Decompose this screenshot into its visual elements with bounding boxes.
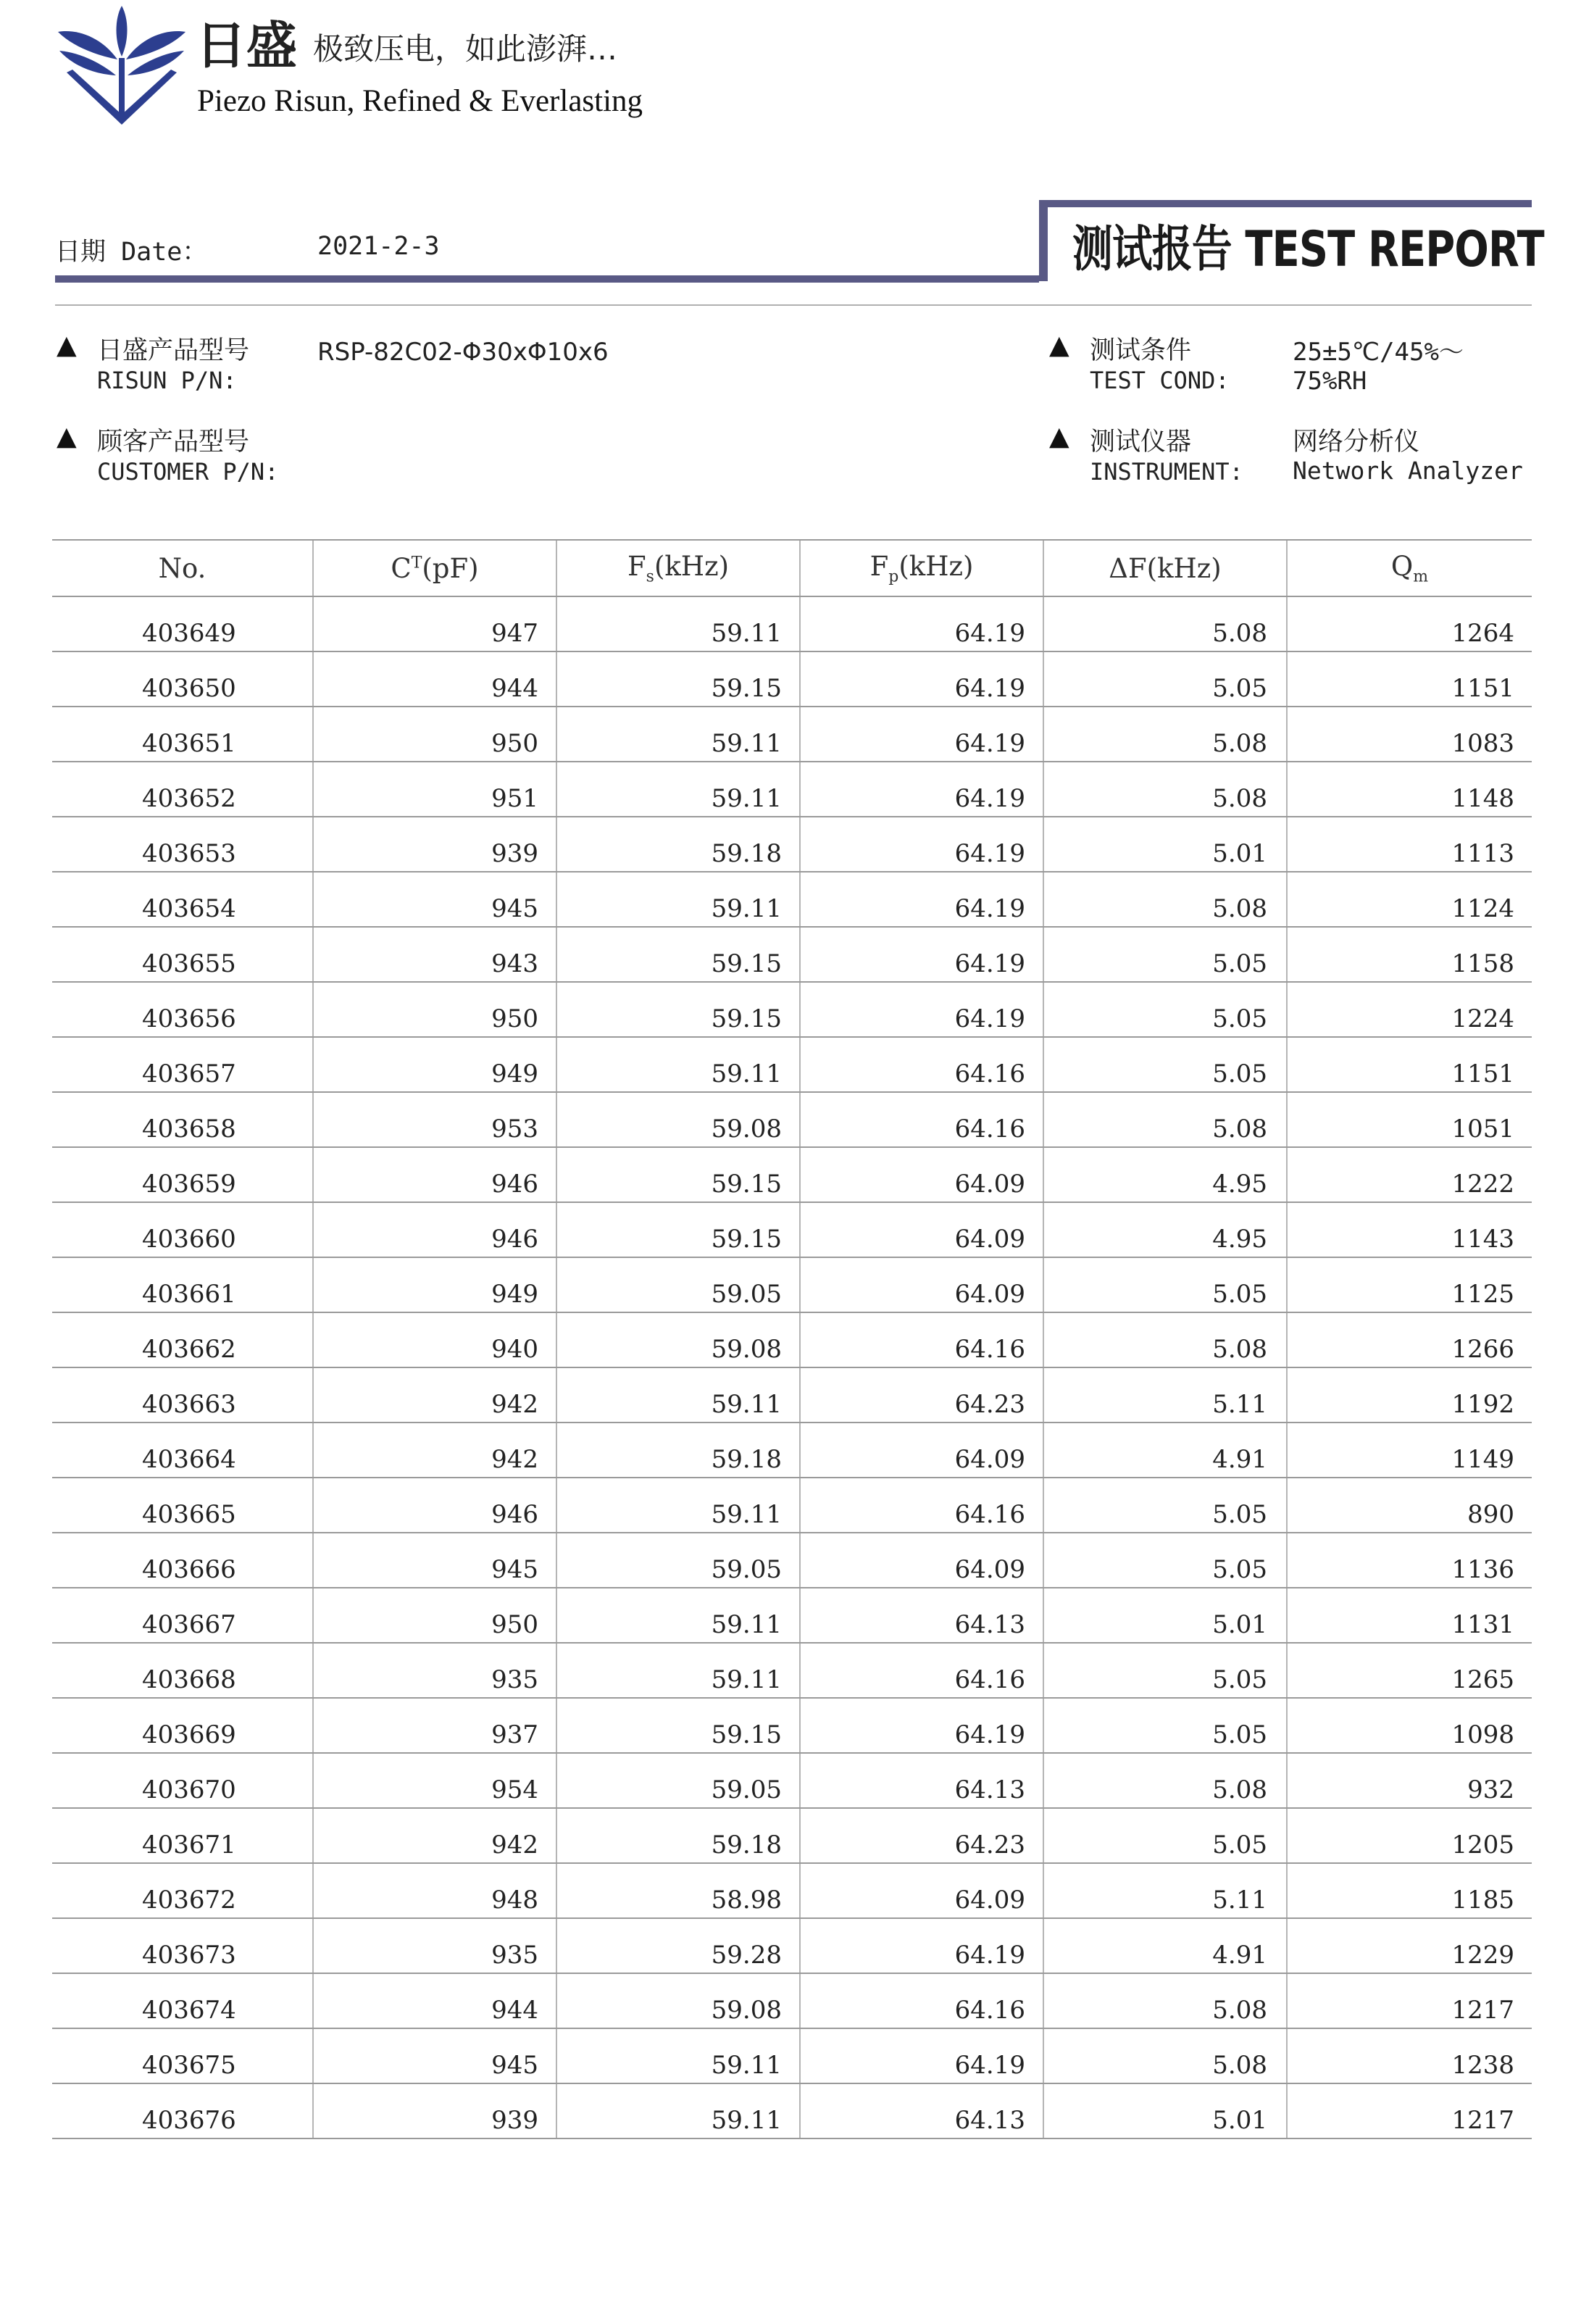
cell-qm: 1143 — [1287, 1202, 1532, 1257]
table-row — [52, 1533, 1532, 1588]
cell-no: 403655 — [52, 927, 313, 982]
cell-capacitance: 942 — [313, 1423, 556, 1478]
table-row — [52, 872, 1532, 927]
cell-delta-f: 5.05 — [1043, 982, 1287, 1037]
cell-fs: 59.11 — [556, 596, 800, 651]
cell-no: 403651 — [52, 707, 313, 762]
instrument-value-en: Network Analyzer — [1293, 457, 1523, 485]
cell-fs: 59.11 — [556, 1367, 800, 1423]
cell-delta-f: 4.95 — [1043, 1147, 1287, 1202]
cell-fp: 64.16 — [800, 1478, 1043, 1533]
col-header-qm: $Q_m$ — [1287, 540, 1532, 596]
cell-fp: 64.09 — [800, 1257, 1043, 1312]
table-row — [52, 596, 1532, 651]
cell-delta-f: 5.08 — [1043, 707, 1287, 762]
cell-fp: 64.19 — [800, 2028, 1043, 2083]
cell-fs: 59.11 — [556, 872, 800, 927]
table-row — [52, 817, 1532, 872]
col-header-fp: $F_p(kHz)$ — [800, 540, 1043, 596]
cell-no: 403666 — [52, 1533, 313, 1588]
test-results-table — [52, 539, 1532, 2139]
cell-fp: 64.19 — [800, 872, 1043, 927]
cell-capacitance: 947 — [313, 596, 556, 651]
cell-no: 403656 — [52, 982, 313, 1037]
cell-fp: 64.16 — [800, 1973, 1043, 2028]
cell-fp: 64.09 — [800, 1202, 1043, 1257]
cell-fs: 59.15 — [556, 1202, 800, 1257]
cell-delta-f: 5.05 — [1043, 1478, 1287, 1533]
cell-no: 403663 — [52, 1367, 313, 1423]
cell-capacitance: 942 — [313, 1367, 556, 1423]
risun-pn-label-en: RISUN P/N: — [97, 367, 237, 394]
cell-delta-f: 5.05 — [1043, 927, 1287, 982]
cell-fs: 59.18 — [556, 817, 800, 872]
cell-capacitance: 953 — [313, 1092, 556, 1147]
cell-qm: 1051 — [1287, 1092, 1532, 1147]
cell-qm: 1217 — [1287, 1973, 1532, 2028]
cell-delta-f: 4.95 — [1043, 1202, 1287, 1257]
cell-fp: 64.19 — [800, 1918, 1043, 1973]
cell-no: 403671 — [52, 1808, 313, 1863]
table-row — [52, 1643, 1532, 1698]
test-cond-value-line1: 25±5℃/45%～ — [1293, 338, 1464, 367]
cell-delta-f: 5.08 — [1043, 1973, 1287, 2028]
cell-fp: 64.23 — [800, 1808, 1043, 1863]
cell-qm: 890 — [1287, 1478, 1532, 1533]
header-divider — [55, 304, 1532, 306]
cell-capacitance: 951 — [313, 762, 556, 817]
cell-fs: 59.15 — [556, 982, 800, 1037]
cell-no: 403673 — [52, 1918, 313, 1973]
cell-capacitance: 954 — [313, 1753, 556, 1808]
risun-pn-value: RSP-82C02-Φ30xΦ10x6 — [317, 338, 609, 367]
table-row — [52, 762, 1532, 817]
cell-fp: 64.19 — [800, 707, 1043, 762]
cell-fs: 59.11 — [556, 762, 800, 817]
cell-qm: 1265 — [1287, 1643, 1532, 1698]
cell-capacitance: 946 — [313, 1147, 556, 1202]
cell-delta-f: 5.08 — [1043, 1092, 1287, 1147]
col-header-fs: $F_s(kHz)$ — [556, 540, 800, 596]
cell-delta-f: 4.91 — [1043, 1423, 1287, 1478]
cell-delta-f: 5.11 — [1043, 1863, 1287, 1918]
cell-qm: 1264 — [1287, 596, 1532, 651]
table-row — [52, 1312, 1532, 1367]
cell-no: 403657 — [52, 1037, 313, 1092]
cell-capacitance: 950 — [313, 982, 556, 1037]
cell-fp: 64.19 — [800, 596, 1043, 651]
cell-no: 403676 — [52, 2083, 313, 2138]
cell-qm: 1125 — [1287, 1257, 1532, 1312]
cell-capacitance: 935 — [313, 1643, 556, 1698]
cell-no: 403652 — [52, 762, 313, 817]
table-row — [52, 1698, 1532, 1753]
cell-no: 403662 — [52, 1312, 313, 1367]
date-underline — [55, 275, 1039, 283]
cell-capacitance: 945 — [313, 872, 556, 927]
cell-capacitance: 945 — [313, 1533, 556, 1588]
table-row — [52, 1367, 1532, 1423]
cell-no: 403650 — [52, 651, 313, 707]
cell-fs: 59.11 — [556, 2083, 800, 2138]
cell-fs: 59.11 — [556, 1588, 800, 1643]
date-value: 2021-2-3 — [317, 232, 440, 261]
company-logo — [52, 0, 191, 132]
table-row — [52, 1918, 1532, 1973]
cell-fp: 64.09 — [800, 1533, 1043, 1588]
table-row — [52, 1478, 1532, 1533]
cell-delta-f: 5.08 — [1043, 1312, 1287, 1367]
cell-fp: 64.09 — [800, 1147, 1043, 1202]
table-row — [52, 1037, 1532, 1092]
cell-qm: 1192 — [1287, 1367, 1532, 1423]
cell-delta-f: 5.11 — [1043, 1367, 1287, 1423]
cell-delta-f: 5.05 — [1043, 1533, 1287, 1588]
cell-fs: 59.18 — [556, 1808, 800, 1863]
cell-fp: 64.23 — [800, 1367, 1043, 1423]
cell-capacitance: 949 — [313, 1257, 556, 1312]
cell-no: 403665 — [52, 1478, 313, 1533]
cell-fs: 59.08 — [556, 1312, 800, 1367]
customer-pn-label-cn: 顾客产品型号 — [97, 428, 250, 457]
cell-capacitance: 945 — [313, 2028, 556, 2083]
cell-qm: 1205 — [1287, 1808, 1532, 1863]
cell-fp: 64.09 — [800, 1423, 1043, 1478]
cell-no: 403670 — [52, 1753, 313, 1808]
table-row — [52, 2028, 1532, 2083]
cell-capacitance: 946 — [313, 1202, 556, 1257]
cell-fp: 64.13 — [800, 2083, 1043, 2138]
cell-fs: 59.11 — [556, 1037, 800, 1092]
cell-fp: 64.19 — [800, 927, 1043, 982]
cell-delta-f: 5.01 — [1043, 817, 1287, 872]
cell-capacitance: 939 — [313, 817, 556, 872]
table-row — [52, 1753, 1532, 1808]
cell-delta-f: 5.08 — [1043, 596, 1287, 651]
cell-capacitance: 940 — [313, 1312, 556, 1367]
table-row — [52, 651, 1532, 707]
cell-qm: 1098 — [1287, 1698, 1532, 1753]
cell-fp: 64.16 — [800, 1037, 1043, 1092]
table-row — [52, 1147, 1532, 1202]
cell-capacitance: 946 — [313, 1478, 556, 1533]
instrument-label-en: INSTRUMENT: — [1090, 458, 1243, 486]
table-row — [52, 2083, 1532, 2138]
instrument-value-cn: 网络分析仪 — [1293, 428, 1420, 457]
cell-delta-f: 4.91 — [1043, 1918, 1287, 1973]
cell-delta-f: 5.05 — [1043, 1698, 1287, 1753]
triangle-bullet-icon: ▲ — [1049, 330, 1069, 360]
customer-pn-label-en: CUSTOMER P/N: — [97, 458, 279, 486]
cell-no: 403658 — [52, 1092, 313, 1147]
triangle-bullet-icon: ▲ — [57, 330, 77, 360]
cell-delta-f: 5.01 — [1043, 1588, 1287, 1643]
slogan-cn: 极致压电，如此澎湃… — [313, 31, 618, 67]
table-row — [52, 1588, 1532, 1643]
cell-fs: 59.15 — [556, 651, 800, 707]
cell-fs: 58.98 — [556, 1863, 800, 1918]
triangle-bullet-icon: ▲ — [57, 422, 77, 451]
cell-delta-f: 5.08 — [1043, 2028, 1287, 2083]
cell-fs: 59.15 — [556, 1698, 800, 1753]
table-row — [52, 1863, 1532, 1918]
triangle-bullet-icon: ▲ — [1049, 422, 1069, 451]
cell-capacitance: 935 — [313, 1918, 556, 1973]
cell-qm: 1149 — [1287, 1423, 1532, 1478]
cell-delta-f: 5.08 — [1043, 1753, 1287, 1808]
cell-no: 403653 — [52, 817, 313, 872]
cell-fp: 64.16 — [800, 1312, 1043, 1367]
cell-fp: 64.16 — [800, 1092, 1043, 1147]
cell-fs: 59.11 — [556, 707, 800, 762]
cell-qm: 1224 — [1287, 982, 1532, 1037]
cell-fp: 64.13 — [800, 1588, 1043, 1643]
cell-no: 403667 — [52, 1588, 313, 1643]
brand-name-cn: 日盛 — [196, 16, 297, 75]
col-header-capacitance: $C^T(pF)$ — [313, 540, 556, 596]
cell-qm: 1158 — [1287, 927, 1532, 982]
cell-fs: 59.11 — [556, 1478, 800, 1533]
cell-capacitance: 939 — [313, 2083, 556, 2138]
cell-no: 403649 — [52, 596, 313, 651]
cell-qm: 1131 — [1287, 1588, 1532, 1643]
cell-qm: 1238 — [1287, 2028, 1532, 2083]
cell-no: 403659 — [52, 1147, 313, 1202]
cell-qm: 1083 — [1287, 707, 1532, 762]
cell-fp: 64.19 — [800, 762, 1043, 817]
cell-fs: 59.08 — [556, 1973, 800, 2028]
table-row — [52, 1092, 1532, 1147]
cell-fs: 59.05 — [556, 1753, 800, 1808]
table-row — [52, 707, 1532, 762]
cell-fs: 59.05 — [556, 1257, 800, 1312]
table-body — [52, 596, 1532, 2138]
col-header-no: No. — [52, 540, 313, 596]
test-cond-label-cn: 测试条件 — [1090, 336, 1192, 365]
cell-no: 403672 — [52, 1863, 313, 1918]
cell-no: 403660 — [52, 1202, 313, 1257]
cell-capacitance: 948 — [313, 1863, 556, 1918]
cell-no: 403654 — [52, 872, 313, 927]
table-row — [52, 1257, 1532, 1312]
cell-delta-f: 5.08 — [1043, 762, 1287, 817]
table-row — [52, 1423, 1532, 1478]
cell-qm: 1222 — [1287, 1147, 1532, 1202]
cell-no: 403675 — [52, 2028, 313, 2083]
cell-fp: 64.19 — [800, 982, 1043, 1037]
cell-delta-f: 5.05 — [1043, 1808, 1287, 1863]
cell-delta-f: 5.01 — [1043, 2083, 1287, 2138]
cell-capacitance: 943 — [313, 927, 556, 982]
cell-qm: 1151 — [1287, 1037, 1532, 1092]
risun-pn-label-cn: 日盛产品型号 — [97, 336, 250, 365]
cell-qm: 1124 — [1287, 872, 1532, 927]
cell-delta-f: 5.05 — [1043, 1257, 1287, 1312]
cell-no: 403669 — [52, 1698, 313, 1753]
cell-fp: 64.19 — [800, 1698, 1043, 1753]
table-row — [52, 982, 1532, 1037]
cell-fp: 64.16 — [800, 1643, 1043, 1698]
cell-fp: 64.09 — [800, 1863, 1043, 1918]
cell-qm: 1151 — [1287, 651, 1532, 707]
cell-fs: 59.15 — [556, 927, 800, 982]
cell-capacitance: 937 — [313, 1698, 556, 1753]
cell-qm: 1113 — [1287, 817, 1532, 872]
cell-fs: 59.11 — [556, 1643, 800, 1698]
cell-capacitance: 942 — [313, 1808, 556, 1863]
cell-delta-f: 5.08 — [1043, 872, 1287, 927]
cell-qm: 1266 — [1287, 1312, 1532, 1367]
table-header-row — [52, 540, 1532, 596]
cell-capacitance: 950 — [313, 1588, 556, 1643]
col-header-delta-f: ΔF(kHz) — [1043, 540, 1287, 596]
cell-no: 403674 — [52, 1973, 313, 2028]
cell-no: 403661 — [52, 1257, 313, 1312]
cell-no: 403668 — [52, 1643, 313, 1698]
cell-qm: 1185 — [1287, 1863, 1532, 1918]
table-row — [52, 1202, 1532, 1257]
cell-fs: 59.08 — [556, 1092, 800, 1147]
cell-qm: 1148 — [1287, 762, 1532, 817]
cell-fs: 59.28 — [556, 1918, 800, 1973]
cell-no: 403664 — [52, 1423, 313, 1478]
cell-fs: 59.05 — [556, 1533, 800, 1588]
table-row — [52, 1808, 1532, 1863]
report-title: 测试报告 TEST REPORT — [1072, 221, 1544, 278]
cell-qm: 932 — [1287, 1753, 1532, 1808]
cell-qm: 1136 — [1287, 1533, 1532, 1588]
cell-qm: 1217 — [1287, 2083, 1532, 2138]
cell-delta-f: 5.05 — [1043, 651, 1287, 707]
instrument-label-cn: 测试仪器 — [1090, 428, 1192, 457]
cell-fp: 64.13 — [800, 1753, 1043, 1808]
cell-fp: 64.19 — [800, 651, 1043, 707]
cell-capacitance: 950 — [313, 707, 556, 762]
cell-capacitance: 944 — [313, 651, 556, 707]
brand-tagline-en: Piezo Risun, Refined & Everlasting — [197, 84, 643, 118]
cell-fs: 59.18 — [556, 1423, 800, 1478]
cell-capacitance: 944 — [313, 1973, 556, 2028]
cell-delta-f: 5.05 — [1043, 1037, 1287, 1092]
table-row — [52, 927, 1532, 982]
table-row — [52, 1973, 1532, 2028]
cell-capacitance: 949 — [313, 1037, 556, 1092]
date-label: 日期 Date： — [55, 238, 208, 267]
cell-fp: 64.19 — [800, 817, 1043, 872]
test-cond-value-line2: 75%RH — [1293, 367, 1367, 396]
cell-delta-f: 5.05 — [1043, 1643, 1287, 1698]
cell-fs: 59.15 — [556, 1147, 800, 1202]
cell-qm: 1229 — [1287, 1918, 1532, 1973]
test-cond-label-en: TEST COND: — [1090, 367, 1230, 394]
cell-fs: 59.11 — [556, 2028, 800, 2083]
